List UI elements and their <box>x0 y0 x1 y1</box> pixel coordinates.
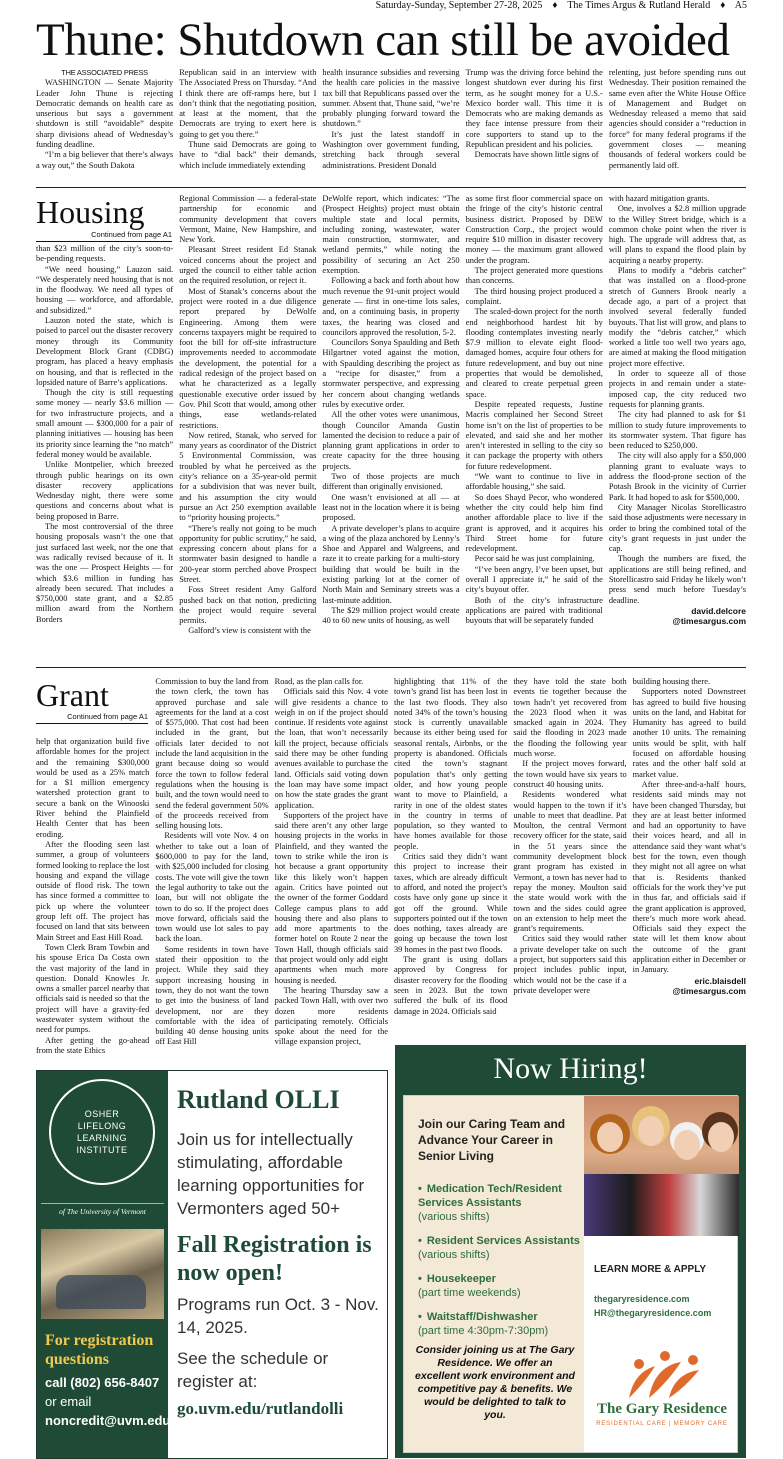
housing-paragraph: “I’ve been angry, I’ve been upset, but overall I appreciate it,” he said of the city’s buyout offer. <box>465 564 603 595</box>
hiring-contact <box>594 1292 711 1320</box>
grant-paragraph: Residents will vote Nov. 4 on whether to take out a loan of $600,000 to pay for the land, with $25,000 included for closing costs. The vote will give the town the legal authority to take out the loan, but will not obligate the town to do so. If the project does move forward, officials said the town would use lot sales to pay back the loan. <box>155 831 269 944</box>
grant-paragraph: The hearing Thursday saw a packed Town Hall, with over two dozen more residents participating remotely. Officials spoke about the need for the village expansion project, <box>274 985 388 1047</box>
olli-phone[interactable]: call (802) 656-8407 <box>45 1375 160 1390</box>
folio-separator: ♦ <box>552 0 558 11</box>
housing-paragraph: The $29 million project would create 40 to 60 new units of housing, as well <box>322 605 460 626</box>
housing-column-3 <box>322 194 459 646</box>
grant-paragraph: highlighting that 11% of the town’s grand list has been lost in the last two floods. They also noted 34% of the town’s housing stock is currently unavailable because its either being used for seasonal rentals, Airbnbs, or the property is abandoned. Officials cited the town’s stagnant population that’s only getting older, and how young people want to move to Plainfield, a rarity in one of the oldest states in the country in terms of population, so they wanted to have homes available for those people. <box>393 677 508 851</box>
housing-jump-line: Continued from page A1 <box>36 230 172 242</box>
hiring-info <box>404 1096 584 1452</box>
thune-column-4 <box>466 68 603 184</box>
housing-paragraph: Though the city is still requesting some money — nearly $3.6 million — for two infrastructure projects, and a small amount — $300,000 for a pair of planning initiatives — housing has been its priority since learning the “no match” federal money would be available. <box>36 388 174 459</box>
thune-column-2 <box>179 68 316 184</box>
olli-email[interactable]: noncredit@uvm.edu <box>45 1413 171 1428</box>
grant-paragraph: Road, as the plan calls for. <box>274 677 364 686</box>
olli-sidebar <box>37 1071 171 1458</box>
housing-column-2 <box>179 194 316 646</box>
housing-paragraph: All the other votes were unanimous, though Councilor Amanda Gustin lamented the decision to reduce a pair of planning grant applications in order to create capacity for the three housing projects. <box>322 410 460 471</box>
grant-author-name: eric.blaisdell <box>694 975 746 986</box>
housing-paragraph: City Manager Nicolas Storellicastro said those adjustments were necessary in order to bring the combined total of the city’s grant requests in just under the cap. <box>608 502 747 554</box>
olli-or-email: or email <box>45 1394 92 1409</box>
thune-byline: THE ASSOCIATED PRESS <box>61 68 148 77</box>
housing-paragraph: So does Shayd Pecor, who wondered whether the city could help him find another affordable place to live if the grant is approved, and it acquires his Third Street home for future redevelopment. <box>465 492 603 554</box>
thune-paragraph: “I’m a big believer that there’s always a way out,” the South Dakota <box>36 150 174 170</box>
thune-paragraph: Trump was the driving force behind the longest shutdown ever during his first term, as he sought money for a U.S.-Mexico border wall. This time it is Democrats who are making demands as they face intense pressure from their core supporters to stand up to the Republican president and his policies. <box>465 68 603 150</box>
thune-column-1 <box>36 68 173 184</box>
hiring-position <box>418 1234 582 1262</box>
housing-author-email: @timesargus.com <box>672 616 747 627</box>
hiring-panel <box>403 1095 738 1453</box>
housing-paragraph: A private developer’s plans to acquire a wing of the plaza anchored by Lenny’s Shoe and Apparel and Walgreens, and raze it to create parking for a multi-story building that would be built in the existing parking lot at the corner of North Main and Seminary streets was a last-minute addition. <box>322 523 460 605</box>
housing-author-name: david.delcore <box>691 605 747 616</box>
thune-paragraph: It’s just the latest standoff in Washington over government funding, stretching back through several administrations. President Donald <box>322 129 460 170</box>
housing-paragraph: Pecor said he was just complaining. <box>474 554 595 564</box>
housing-article <box>36 194 746 646</box>
olli-program-dates: Programs run Oct. 3 - Nov. 14, 2025. <box>177 1295 379 1337</box>
grant-headline: Grant <box>36 677 109 713</box>
hiring-intro: Join our Caring Team and Advance Your Career in Senior Living <box>418 1117 566 1163</box>
hiring-email-link[interactable]: HR@thegaryresidence.com <box>594 1308 712 1318</box>
grant-paragraph: Officials said this Nov. 4 vote will give residents a chance to weigh in on if the project should continue. If residents vote against the loan, that won’t necessarily kill the project, because officials said there may be other funding avenues available to purchase the land. Officials said voting down the loan may have some impact on how the state grades the grant application. <box>274 687 388 810</box>
face-shape <box>708 1122 734 1152</box>
bullet-icon: • <box>418 1273 422 1285</box>
position-title: Medication Tech/Resident Services Assistants <box>418 1183 562 1209</box>
bullet-icon: • <box>418 1311 422 1323</box>
grant-paragraph: help that organization build five affordable homes for the project and the remaining $300,000 would be used as a 25% match for a $1 million emergency watershed protection grant to secure a bank on the Winooski River behind the Plainfield Health Center that has been eroding. <box>36 737 150 839</box>
housing-paragraph: Pleasant Street resident Ed Stanak voiced concerns about the project and urged the council to either table action on the required resolution, or reject it. <box>179 245 317 286</box>
hiring-position <box>418 1310 582 1338</box>
housing-column-1 <box>36 194 173 646</box>
olli-logo-line: OSHER <box>84 1109 120 1119</box>
position-shift: (various shifts) <box>418 1249 490 1261</box>
housing-paragraph: Both of the city’s infrastructure applications are paired with traditional buyouts that will be separately funded <box>465 595 603 626</box>
position-title: Housekeeper <box>426 1273 496 1285</box>
learn-more-heading: LEARN MORE & APPLY <box>594 1264 707 1275</box>
housing-paragraph: Foss Street resident Amy Galford pushed back on that notion, predicting the project would require several permits. <box>179 585 317 626</box>
olli-logo-line: LEARNING <box>76 1133 127 1143</box>
section-divider <box>36 667 746 668</box>
housing-paragraph: The project generated more questions than concerns. <box>465 266 603 286</box>
olli-registration-questions: For registration questions <box>45 1332 154 1368</box>
position-shift: (various shifts) <box>418 1211 490 1223</box>
face-shape <box>597 1122 623 1152</box>
olli-logo-line: INSTITUTE <box>76 1145 128 1155</box>
grant-column-6 <box>633 677 746 1040</box>
bullet-icon: • <box>418 1183 422 1195</box>
hiring-website-link[interactable]: thegaryresidence.com <box>594 1294 690 1304</box>
thune-paragraph: Republican said in an interview with The Associated Press on Thursday. “And I think there are off-ramps here, but I don’t think that the negotiating position, at least at the moment, that the Democrats are trying to exert here is going to get you there.” <box>179 68 317 139</box>
grant-paragraph: The grant is using dollars approved by Congress for disaster recovery for the flooding seen in 2023. But the town suffered the bulk of its flood damage in 2024. Officials said <box>393 955 508 1016</box>
staff-photo <box>584 1096 739 1236</box>
shirts-band <box>584 1174 739 1236</box>
logo-flower <box>660 1351 670 1361</box>
housing-paragraph: “There’s really not going to be much opportunity for public scrutiny,” he said, expressing concern about plans for a stormwater basin designed to handle a 200-year storm perched above Prospect Street. <box>179 523 317 584</box>
folio-paper: The Times Argus & Rutland Herald <box>567 0 711 11</box>
housing-paragraph: Galford’s view is consistent with the <box>188 626 311 636</box>
hiring-consider-text: Consider joining us at The Gary Residence. We offer an excellent work environment and competitive pay & benefits. We would be delighted to talk to you. <box>415 1344 575 1421</box>
grant-paragraph: building housing there. <box>632 677 711 686</box>
housing-paragraph: The scaled-down project for the north end neighborhood hardest hit by flooding contemplates investing nearly $7.9 million to elevate eight flood-damaged homes, acquire four others for future redevelopment, and buy out nine properties that would be demolished, and cleared to create perpetual green space. <box>465 307 603 399</box>
olli-logo <box>49 1079 155 1185</box>
thune-paragraph: Thune said Democrats are going to have to “dial back” their demands, which include immediately extending <box>179 140 317 170</box>
thune-article <box>36 68 746 184</box>
grant-paragraph: Commission to buy the land from the town clerk, the town has approved purchase and sale agreements for the land at a cost of $575,000. That cost had been included in the grant, but officials later decided to not include the land acquisition in the grant because doing so would force the town to follow federal regulations when the housing is built, and the town would need to send the federal government 50% of the proceeds received from selling housing lots. <box>155 677 269 831</box>
position-title: Waitstaff/Dishwasher <box>426 1311 538 1323</box>
housing-paragraph: Most of Stanak’s concerns about the project were rooted in a due diligence report prepared by DeWolfe Engineering. Among them were concerns taxpayers might be required to foot the bill for off-site infrastructure improvements needed to accommodate the development, the potential for a radical redesign of the project based on what he characterized as a legally questionable executive order issued by Gov. Phil Scott that would, among other things, ease wetlands-related restrictions. <box>179 286 317 430</box>
housing-paragraph: Plans to modify a “debris catcher” that was installed on a flood-prone stretch of Gunners Brook nearly a decade ago, a part of a project that involved several federally funded buyouts. That list will grow, and plans to modify the “debris catcher,” which worked a little too well two years ago, are aimed at making the flood mitigation project more effective. <box>608 266 747 368</box>
olli-logo-line: LIFELONG <box>77 1121 127 1131</box>
grant-paragraph: After the flooding seen last summer, a group of volunteers formed looking to replace the lost housing and expand the village outside of flood risk. The town has since formed a committee to pick up where the volunteer group left off. The project has focused on land that sits between Main Street and East Hill Road. <box>36 839 150 942</box>
position-shift: (part time 4:30pm-7:30pm) <box>418 1325 549 1337</box>
thune-paragraph: health insurance subsidies and reversing the health care policies in the massive tax bill that Republicans passed over the summer. Absent that, Thune said, “we’re probably plunging forward toward the shutdown.” <box>322 68 460 129</box>
housing-paragraph: Though the numbers are fixed, the applications are still being refined, and Storellicastro said Friday he likely won’t press send much before Tuesday’s deadline. <box>608 554 747 605</box>
bullet-icon: • <box>418 1235 422 1247</box>
housing-paragraph: as some first floor commercial space on the fringe of the city’s historic central business district. Proposed by DEW Construction Corp., the project would require $10 million in disaster recovery money — the maximum grant allowed under the program. <box>465 194 603 265</box>
grant-paragraph: After getting the go-ahead from the state Ethics <box>36 1035 150 1055</box>
folio-page-number: A5 <box>734 0 747 11</box>
olli-url-link[interactable]: go.uvm.edu/rutlandolli <box>177 1399 344 1418</box>
grant-paragraph: Supporters noted Downstreet has agreed to build five housing units on the land, and Habitat for Humanity has agreed to build another 10 units. The remaining units would be split, with half focused on affordable housing rates and the other half sold at market value. <box>632 687 746 779</box>
housing-paragraph: Regional Commission — a federal-state partnership for economic and community development that covers Vermont, Maine, New Hampshire, and New York. <box>179 194 317 245</box>
housing-paragraph: One wasn’t envisioned at all — at least not in the location where it is being proposed. <box>322 492 460 523</box>
olli-uvm-line: of The University of Vermont <box>41 1203 164 1216</box>
housing-paragraph: than $23 million of the city’s soon-to-be-pending requests. <box>36 244 174 264</box>
olli-contact <box>45 1373 171 1430</box>
olli-schedule-text: See the schedule or register at: <box>177 1349 329 1391</box>
grant-paragraph: After three-and-a-half hours, residents said minds may not have been changed Thursday, but they are at least better informed and had an opportunity to have their voices heard, and all in attendance said they want what’s best for the town, even though they might not all agree on what that is. Residents thanked officials for the work they’ve put in thus far, and officials said if the grant application is approved, there’s much more work ahead. Officials said they expect the state will let them know about the outcome of the grant application either in December or in January. <box>632 779 746 975</box>
housing-column-5 <box>609 194 746 646</box>
hiring-advertisement[interactable] <box>395 1045 746 1458</box>
thune-paragraph: WASHINGTON — Senate Majority Leader John Thune is rejecting Democratic demands on health care as unserious but says a government shutdown is still “avoidable” despite sharp divisions ahead of Wednesday’s funding deadline. <box>36 78 174 150</box>
thune-column-3 <box>322 68 459 184</box>
grant-jump-line: Continued from page A1 <box>36 712 148 724</box>
hiring-position <box>418 1182 582 1224</box>
housing-paragraph: Two of those projects are much different than originally envisioned. <box>322 472 460 492</box>
housing-paragraph: with hazard mitigation grants. <box>608 194 710 203</box>
housing-paragraph: Councilors Sonya Spaulding and Beth Hilgartner voted against the motion, with Spaulding describing the project as a “recipe for disaster,” from a stormwater perspective, and expressing her concern about changing wetlands rules by executive order. <box>322 338 460 409</box>
housing-paragraph: The city will also apply for a $50,000 planning grant to evaluate ways to address the flood-prone section of the Potash Brook in the vicinity of Currier Park. It had hoped to ask for $500,000. <box>608 451 747 502</box>
housing-paragraph: “We need housing,” Lauzon said. “We desperately need housing that is not in the floodway. We need all types of housing — workforce, and affordable, and subsidized.” <box>36 264 174 315</box>
housing-paragraph: The third housing project produced a complaint. <box>465 286 603 306</box>
olli-class-photo <box>41 1229 164 1319</box>
folio-separator-2: ♦ <box>720 0 726 11</box>
housing-paragraph: Despite repeated requests, Justine Macris complained her Second Street home isn’t on the list of properties to be elevated, and said she and her mother aren’t interested in selling to the city so it can package the property with others for future redevelopment. <box>465 399 603 471</box>
hiring-title: Now Hiring! <box>493 1052 648 1085</box>
hiring-position <box>418 1272 582 1300</box>
housing-headline: Housing <box>36 194 145 230</box>
grant-paragraph: Some residents in town have stated their opposition to the project. While they said they support increasing housing in town, they do not want the town to get into the business of land development, nor are they comfortable with the idea of building 40 dense housing units off East Hill <box>155 944 269 1047</box>
olli-advertisement[interactable] <box>36 1070 388 1459</box>
housing-paragraph: “We want to continue to live in affordable housing,” she said. <box>465 472 603 492</box>
grant-paragraph: Town Clerk Bram Towbin and his spouse Erica Da Costa own the vast majority of the land in question. Donald Knowles Jr. owns a smaller parcel nearby that officials said is needed so that the project will have a gravity-fed wastewater system without the need for pumps. <box>36 942 150 1035</box>
thune-column-5 <box>609 68 746 184</box>
olli-title: Rutland OLLI <box>177 1085 340 1114</box>
grant-paragraph: Critics said they didn’t want this project to increase their taxes, which are already difficult to afford, and noted the project’s costs have only gone up since it got off the ground. While supporters pointed out if the town does nothing, taxes already are going up because the town lost 39 homes in the past two floods. <box>393 852 508 954</box>
gary-residence-name: The Gary Residence <box>597 1401 727 1417</box>
grant-author-email: @timesargus.com <box>672 986 746 997</box>
page-folio <box>376 0 747 11</box>
grant-paragraph: Residents wondered what would happen to the town if it’s unable to meet that deadline. Pat Moulton, the central Vermont recovery officer for the state, said in the 51 years since the community development block grant program has existed in Vermont, a town has never had to repay the money. Moulton said the state would work with the town and the sides could agree on an extension to help meet the grant’s requirements. <box>513 790 627 934</box>
logo-leaf <box>669 1370 699 1398</box>
gary-residence-logo-icon <box>609 1348 719 1400</box>
housing-paragraph: Lauzon noted the state, which is poised to parcel out the disaster recovery money through its Community Development Block Grant (CDBG) program, has placed a heavy emphasis on housing, and that is reflected in the lopsided nature of Barre’s applications. <box>36 316 174 387</box>
logo-flower <box>634 1359 644 1369</box>
face-shape <box>674 1130 700 1160</box>
olli-photo-people <box>56 1275 146 1309</box>
thune-paragraph: relenting, just before spending runs out Wednesday. Their position remained the same even after the White House Office of Management and Budget on Wednesday released a memo that said agencies should consider a “reduction in force” for many federal programs if the government closes — meaning thousands of federal workers could be permanently laid off. <box>608 68 747 170</box>
housing-paragraph: The city had planned to ask for $1 million to study future improvements to its stormwater system. That figure has been reduced to $250,000. <box>608 410 747 451</box>
grant-column-1 <box>36 677 150 1055</box>
housing-paragraph: Unlike Montpelier, which breezed through public hearings on its own disaster recovery applications Wednesday night, there were some questions and concerns about what is being proposed in Barre. <box>36 460 174 521</box>
grant-column-2 <box>155 677 269 1047</box>
housing-paragraph: One, involves a $2.8 million upgrade to the Willey Street bridge, which is a common choke point when the river is high. The upgrade will address that, as will plans to expand the flood plain by acquiring a nearby property. <box>608 204 747 265</box>
position-shift: (part time weekends) <box>418 1287 521 1299</box>
housing-paragraph: In order to squeeze all of those projects in and remain under a state-imposed cap, the city reduced two requests for planning grants. <box>608 369 747 409</box>
housing-paragraph: Following a back and forth about how much revenue the 91-unit project would generate — first in one-time lots sales, and, on a continuing basis, in property taxes, the hearing was closed and councilors approved the resolution, 5-2. <box>322 276 460 337</box>
housing-column-4 <box>466 194 603 646</box>
position-title: Resident Services Assistants <box>426 1235 580 1247</box>
thune-paragraph: Democrats have shown little signs of <box>474 150 599 160</box>
grant-paragraph: Critics said they would rather a private developer take on such a project, but supporters said this project includes public input, which would not be the case if a private developer were <box>513 934 627 995</box>
section-divider <box>36 187 746 188</box>
olli-fall-registration: Fall Registration is now open! <box>177 1232 372 1286</box>
gary-residence-tagline: RESIDENTIAL CARE | MEMORY CARE <box>596 1421 728 1427</box>
grant-article <box>36 677 746 1055</box>
folio-date: Saturday-Sunday, September 27-28, 2025 <box>375 0 543 11</box>
housing-paragraph: DeWolfe report, which indicates: “The (Prospect Heights) project must obtain multiple state and local permits, including zoning, wastewater, water main construction, stormwater, and wetland permits,” while noting the possibility of securing an Act 250 exemption. <box>322 194 460 276</box>
face-shape <box>638 1116 664 1146</box>
logo-flower <box>688 1355 698 1365</box>
hiring-positions-list <box>418 1182 582 1348</box>
housing-paragraph: The most controversial of the three housing proposals wasn’t the one that just surfaced last week, nor the one that was radically revised because of it. It was the one — Prospect Heights — for which $3.6 million in funding has already been secured. That includes a $750,000 state grant, and a $2.85 million award from the Northern Borders <box>36 522 174 624</box>
housing-paragraph: Now retired, Stanak, who served for many years as coordinator of the District 5 Environmental Commission, was troubled by what he perceived as the city’s reliance on a 35-year-old permit for a subdivision that was never built, and his assumption the city would pursue an Act 250 exemption available to “priority housing projects.” <box>179 430 317 523</box>
grant-paragraph: they have told the state both events tie together because the town hadn’t yet recovered from the 2023 flood when it was smacked again in 2024. They said the flooding in 2023 made the flooding the following year much worse. <box>513 677 627 759</box>
grant-paragraph: If the project moves forward, the town would have six years to construct 40 housing units. <box>513 759 627 789</box>
olli-description: Join us for intellectually stimulating, affordable learning opportunities for Vermonters aged 50+ <box>177 1130 365 1218</box>
thune-headline: Thune: Shutdown can still be avoided <box>36 14 730 66</box>
grant-paragraph: Supporters of the project have said there aren’t any other large housing projects in the works in Plainfield, and they wanted the town to strike while the iron is hot because a grant opportunity like this likely won’t happen again. Critics have pointed out the owner of the former Goddard College campus plans to add housing there and also plans to add more apartments to the former hotel on Route 2 near the Town Hall, though officials said that project would only add eight apartments when much more housing is needed. <box>274 810 388 985</box>
grant-column-4 <box>394 677 507 1040</box>
grant-column-5 <box>513 677 626 1040</box>
grant-column-3 <box>274 677 388 1047</box>
